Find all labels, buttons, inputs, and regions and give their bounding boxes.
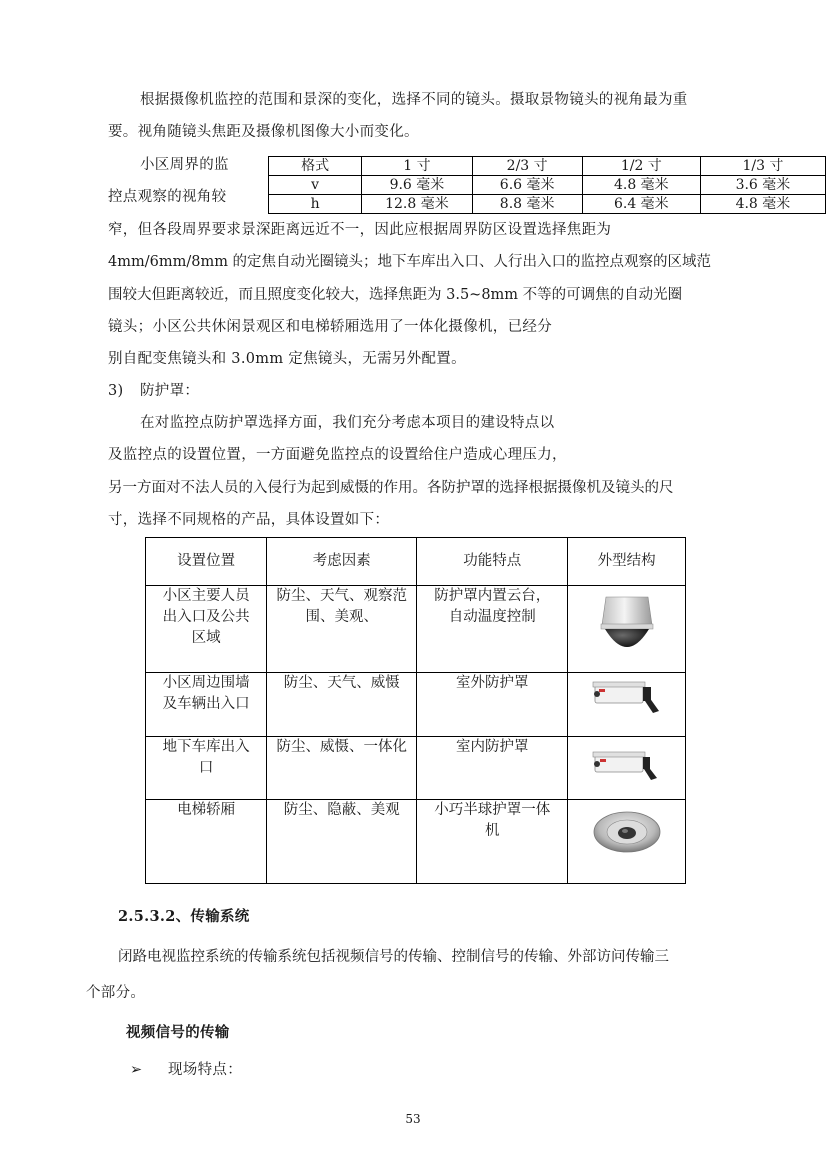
focal-cell: 4.8 毫米 (582, 176, 700, 195)
location-cell (146, 673, 267, 737)
outdoor-bullet-camera-icon (589, 677, 665, 717)
focal-cell: 8.8 毫米 (472, 195, 582, 214)
header-features: 功能特点 (417, 538, 568, 586)
features-cell (417, 586, 568, 673)
factors-line: 防尘、威慑、一体化 (276, 739, 407, 755)
location-line: 出入口及公共 (162, 609, 250, 625)
table-row (146, 586, 686, 673)
para2-line2: 控点观察的视角较 (108, 189, 227, 205)
transmission-line2: 个部分。 (86, 985, 146, 1001)
location-cell (146, 800, 267, 884)
section3-line1: 在对监控点防护罩选择方面，我们充分考虑本项目的建设特点以 (140, 415, 555, 431)
dome-camera-icon (592, 591, 662, 661)
para2-line5: 围较大但距离较近，而且照度变化较大，选择焦距为 3.5~8mm 不等的可调焦的自动光圈 (108, 287, 683, 303)
features-line: 室内防护罩 (456, 739, 529, 755)
para2-line7: 别自配变焦镜头和 3.0mm 定焦镜头，无需另外配置。 (108, 351, 466, 367)
focal-cell: 3.6 毫米 (700, 176, 825, 195)
focal-cell: v (269, 176, 362, 195)
focal-table-row-h (269, 195, 826, 214)
focal-cell: 9.6 毫米 (362, 176, 472, 195)
focal-cell: 6.4 毫米 (582, 195, 700, 214)
focal-cell: 12.8 毫米 (362, 195, 472, 214)
factors-line: 防尘、天气、观察范 (276, 588, 407, 604)
section3-title: 防护罩： (140, 383, 200, 399)
factors-cell (267, 737, 417, 800)
features-line: 室外防护罩 (456, 675, 529, 691)
location-line: 地下车库出入 (162, 739, 250, 755)
focal-header-2-3inch: 2/3 寸 (472, 157, 582, 176)
focal-table-header-row (269, 157, 826, 176)
shape-cell (568, 800, 686, 884)
features-cell (417, 737, 568, 800)
section-heading-transmission: 2.5.3.2、传输系统 (118, 908, 250, 925)
focal-header-1inch: 1 寸 (362, 157, 472, 176)
focal-cell: 6.6 毫米 (472, 176, 582, 195)
location-line: 小区主要人员 (162, 588, 250, 604)
location-line: 电梯轿厢 (177, 802, 236, 818)
para2-line1: 小区周界的监 (140, 157, 229, 173)
header-shape: 外型结构 (568, 538, 686, 586)
location-cell (146, 586, 267, 673)
section3-line3: 另一方面对不法人员的入侵行为起到威慑的作用。各防护罩的选择根据摄像机及镜头的尺 (108, 480, 674, 496)
bullet-text-site-features: 现场特点： (168, 1062, 242, 1078)
transmission-line1: 闭路电视监控系统的传输系统包括视频信号的传输、控制信号的传输、外部访问传输三 (118, 949, 669, 965)
para1-line2: 要。视角随镜头焦距及摄像机图像大小而变化。 (108, 124, 419, 140)
para1-line1: 根据摄像机监控的范围和景深的变化，选择不同的镜头。摄取景物镜头的视角最为重 (140, 92, 688, 108)
features-line: 小巧半球护罩一体 (434, 802, 551, 818)
header-location: 设置位置 (146, 538, 267, 586)
mini-dome-camera-icon (591, 806, 663, 858)
features-cell (417, 800, 568, 884)
bullet-arrow-icon: ➢ (130, 1062, 143, 1078)
shape-cell (568, 737, 686, 800)
para2-line4: 4mm/6mm/8mm 的定焦自动光圈镜头；地下车库出入口、人行出入口的监控点观察的区域范 (108, 254, 712, 270)
features-line: 自动温度控制 (448, 609, 536, 625)
indoor-bullet-camera-icon (589, 745, 665, 785)
factors-cell (267, 673, 417, 737)
section3-line4: 寸，选择不同规格的产品，具体设置如下： (108, 512, 390, 528)
location-cell (146, 737, 267, 800)
focal-cell: 4.8 毫米 (700, 195, 825, 214)
focal-table-row-v (269, 176, 826, 195)
sub-heading-video-signal: 视频信号的传输 (126, 1024, 230, 1041)
factors-cell (267, 800, 417, 884)
section3-line2: 及监控点的设置位置，一方面避免监控点的设置给住户造成心理压力， (108, 447, 567, 463)
housing-table (145, 537, 686, 884)
factors-cell (267, 586, 417, 673)
factors-line: 防尘、天气、威慑 (283, 675, 400, 691)
location-line: 口 (198, 760, 214, 776)
factors-line: 围、美观、 (305, 609, 378, 625)
header-factors: 考虑因素 (267, 538, 417, 586)
table-row (146, 800, 686, 884)
section3-number: 3) (108, 383, 124, 399)
para2-line3: 窄，但各段周界要求景深距离远近不一，因此应根据周界防区设置选择焦距为 (108, 222, 612, 238)
location-line: 小区周边围墙 (162, 675, 250, 691)
focal-length-table (268, 156, 826, 214)
page-number: 53 (405, 1112, 421, 1126)
location-line: 区域 (191, 630, 221, 646)
features-cell (417, 673, 568, 737)
table-row (146, 737, 686, 800)
para2-line6: 镜头；小区公共休闲景观区和电梯轿厢选用了一体化摄像机，已经分 (108, 319, 552, 335)
features-line: 防护罩内置云台， (434, 588, 551, 604)
shape-cell (568, 586, 686, 673)
factors-line: 防尘、隐蔽、美观 (283, 802, 400, 818)
table-row (146, 673, 686, 737)
location-line: 及车辆出入口 (162, 696, 250, 712)
focal-header-1-3inch: 1/3 寸 (700, 157, 825, 176)
focal-cell: h (269, 195, 362, 214)
shape-cell (568, 673, 686, 737)
features-line: 机 (485, 823, 500, 839)
focal-header-1-2inch: 1/2 寸 (582, 157, 700, 176)
housing-header-row (146, 538, 686, 586)
focal-header-format: 格式 (269, 157, 362, 176)
